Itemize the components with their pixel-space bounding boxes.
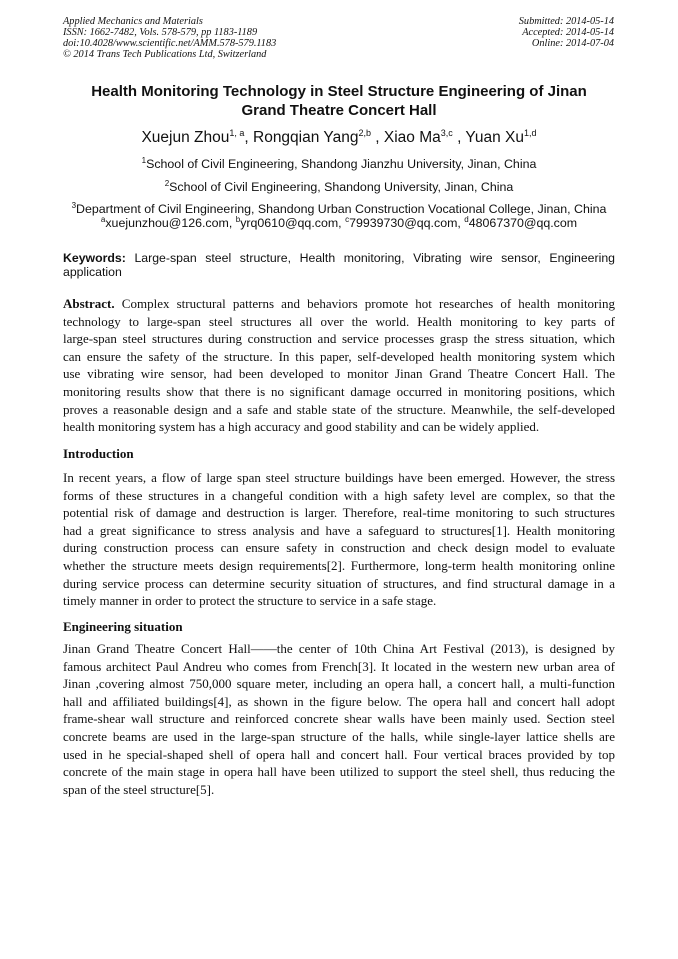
abstract-line: proves a reasonable design and a safe and stable state of the structure. Meanwhile, the self-developed	[63, 401, 615, 417]
abstract-line	[63, 295, 615, 313]
abstract-line: large-span steel structures during construction and service processes grasp the stress situation, which	[63, 331, 615, 347]
paragraph-line: had a great significance to stress analysis and have a safeguard to structures[1]. Health monitoring	[63, 522, 615, 538]
title-line: Grand Theatre Concert Hall	[241, 102, 437, 119]
title-line: Health Monitoring Technology in Steel Structure Engineering of Jinan	[91, 83, 587, 100]
author-affiliation-mark: 1,d	[524, 128, 537, 138]
email-mark: a	[100, 215, 106, 224]
author-list	[63, 128, 615, 148]
email-link[interactable]: 79939730@qq.com,	[349, 216, 465, 230]
abstract-label: Abstract.	[63, 296, 115, 311]
author-separator: ,	[452, 129, 466, 146]
affiliation-3	[63, 202, 615, 216]
author-affiliation-mark: 2,b	[358, 128, 371, 138]
engineering-paragraph	[63, 640, 615, 798]
paragraph-line: frame-shear wall structure and reinforced concrete shear walls have been mainly used. Section steel	[63, 711, 615, 727]
journal-doi: doi:10.4028/www.scientific.net/AMM.578-579.1183	[63, 38, 277, 49]
paragraph-line: used in he special-shaped shell of opera hall and concert hall. Four vertical braces provided by top	[63, 746, 615, 762]
author-separator: ,	[370, 129, 384, 146]
email-mark: d	[464, 215, 469, 224]
submission-dates	[519, 16, 614, 49]
affiliation-text: School of Civil Engineering, Shandong University, Jinan, China	[169, 180, 514, 194]
paragraph-line: during construction process can ensure safety in construction and check design model to evaluate	[63, 540, 615, 556]
paragraph-line: concrete beams are used in the large-span structure of the halls, while single-layer lattice shells are	[63, 728, 615, 744]
paragraph-line: timely manner in order to protect the structure to service in a safe stage.	[63, 593, 437, 609]
section-heading-introduction: Introduction	[63, 446, 134, 461]
paragraph-line: span of the steel structure[5].	[63, 781, 215, 797]
author-affiliation-mark: 3,c	[440, 128, 453, 138]
abstract-line: technology to large-span steel structures all over the world. Health monitoring to key parts of	[63, 313, 615, 329]
abstract-line: can ensure the safety of the structure. In this paper, self-developed health monitoring system which	[63, 348, 615, 364]
abstract-line: use vibrating wire sensor, had been developed to monitor Jinan Grand Theatre Concert Hall. The	[63, 366, 615, 382]
paragraph-line: hall and affiliated buildings[4], as shown in the figure below. The opera hall and concert hall adopt	[63, 693, 615, 709]
email-link[interactable]: 48067370@qq.com	[468, 216, 578, 230]
abstract-paragraph	[63, 295, 615, 436]
affiliation-text: School of Civil Engineering, Shandong Jianzhu University, Jinan, China	[146, 157, 537, 171]
journal-copyright: © 2014 Trans Tech Publications Ltd, Switzerland	[63, 49, 267, 60]
paragraph-line: concrete of the main stage in opera hall have been utilized to support the steel shell, thus reducing the	[63, 764, 615, 780]
paragraph-line: forms of these structures in a changeful condition with a high safety level are complex, so that the	[63, 487, 615, 503]
email-link[interactable]: xuejunzhou@126.com,	[105, 216, 236, 230]
paragraph-line: during service process can determine security situation of structures, and find structural damage in a	[63, 575, 615, 591]
online-date: Online: 2014-07-04	[531, 38, 614, 49]
keywords-text: Large-span steel structure, Health monitoring, Vibrating wire sensor, Engineering application	[63, 251, 615, 279]
affiliation-2	[63, 180, 615, 194]
paper-title	[63, 82, 615, 120]
journal-issn: ISSN: 1662-7482, Vols. 578-579, pp 1183-1189	[63, 27, 258, 38]
email-mark: c	[345, 215, 350, 224]
email-mark: b	[235, 215, 241, 224]
affiliation-mark: 2	[164, 179, 170, 188]
paragraph-line: Jinan ,covering almost 750,000 square meter, including an opera hall, a concert hall, a multi-function	[63, 676, 615, 692]
author-affiliation-mark: 1, a	[229, 128, 245, 138]
keywords-block	[63, 251, 615, 279]
affiliation-mark: 3	[71, 201, 77, 210]
author-emails	[63, 216, 615, 230]
affiliation-1	[63, 157, 615, 171]
author-name: Xiao Ma	[383, 129, 441, 146]
abstract-line: monitoring results show that there is no significant damage occurred in monitoring positions, which	[63, 383, 615, 399]
paragraph-line: potential risk of damage and destruction is larger. Therefore, real-time monitoring to such structures	[63, 505, 615, 521]
keywords-label: Keywords:	[63, 251, 126, 265]
accepted-date: Accepted: 2014-05-14	[522, 27, 614, 38]
affiliation-mark: 1	[141, 156, 147, 165]
section-heading-engineering-situation: Engineering situation	[63, 619, 183, 634]
paragraph-line: Jinan Grand Theatre Concert Hall——the center of 10th China Art Festival (2013), is designed by	[63, 641, 615, 656]
email-link[interactable]: yrq0610@qq.com,	[240, 216, 346, 230]
submitted-date: Submitted: 2014-05-14	[518, 16, 614, 27]
paragraph-line: whether the structure meets design requirements[2]. Furthermore, long-term health monitoring online	[63, 557, 615, 573]
abstract-line-text: Complex structural patterns and behaviors promote hot researches of health monitoring	[114, 296, 615, 311]
author-name: Rongqian Yang	[253, 129, 359, 146]
paragraph-line: famous architect Paul Andreu who comes from French[3]. It located in the western new urban area of	[63, 658, 615, 674]
journal-info	[63, 16, 276, 60]
author-separator: ,	[244, 129, 253, 146]
author-name: Xuejun Zhou	[141, 129, 230, 146]
abstract-line: health monitoring system has a high accuracy and good stability and can be widely applied.	[63, 419, 540, 435]
journal-name: Applied Mechanics and Materials	[63, 16, 203, 27]
author-name: Yuan Xu	[465, 129, 525, 146]
affiliation-text: Department of Civil Engineering, Shandong Urban Construction Vocational College, Jinan, China	[76, 202, 607, 216]
introduction-paragraph	[63, 469, 615, 610]
paragraph-line: In recent years, a flow of large span steel structure buildings have been emerged. However, the stress	[63, 470, 615, 485]
